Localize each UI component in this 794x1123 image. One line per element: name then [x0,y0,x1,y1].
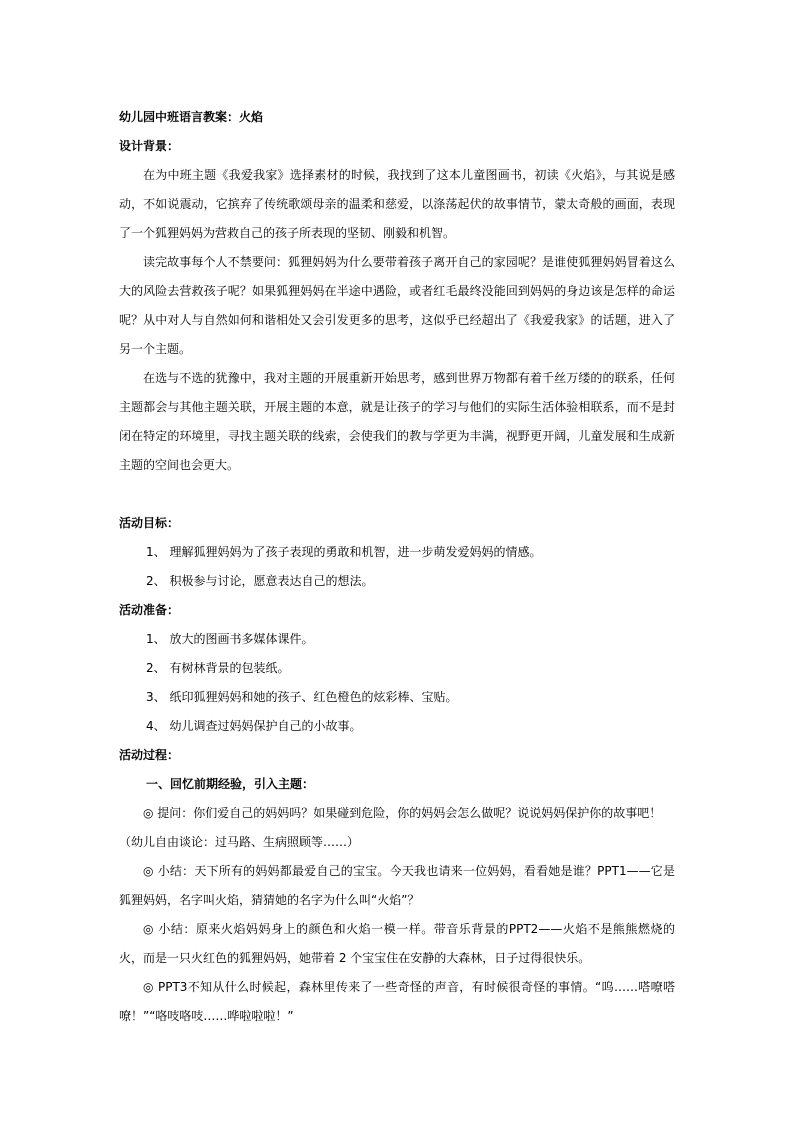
background-paragraph-2: 读完故事每个人不禁要问：狐狸妈妈为什么要带着孩子离开自己的家园呢？是谁使狐狸妈妈冒着这么大的风险去营救孩子呢？如果狐狸妈妈在半途中遇险，或者红毛最终没能回到妈妈的身边该是怎样的命运呢？从中对人与自然如何和谐相处又会引发更多的思考，这似乎已经超出了《我爱我家》的话题，进入了另一个主题。 [119,255,675,356]
prep-heading: 活动准备： [119,603,180,617]
document-body [119,103,675,1031]
goals-heading: 活动目标： [119,516,180,530]
prep-item-4: 4、 幼儿调查过妈妈保护自己的小故事。 [146,719,362,733]
process-paragraph-4: ◎ PPT3不知从什么时候起，森林里传来了一些奇怪的声音，有时候很奇怪的事情。“呜……嗒嘹嗒嘹！”“咯吱咯吱……哗啦啦啦！” [119,980,675,1023]
process-heading: 活动过程： [119,748,180,762]
goal-item-1: 1、 理解狐狸妈妈为了孩子表现的勇敢和机智，进一步萌发爱妈妈的情感。 [146,545,542,559]
prep-item-1: 1、 放大的图画书多媒体课件。 [146,632,314,646]
goal-item-2: 2、 积极参与讨论，愿意表达自己的想法。 [146,574,374,588]
background-heading: 设计背景： [119,139,180,153]
prep-item-3: 3、 纸印狐狸妈妈和她的孩子、红色橙色的炫彩棒、宝贴。 [146,690,458,704]
process-paragraph-2: ◎ 小结：天下所有的妈妈都最爱自己的宝宝。今天我也请来一位妈妈，看看她是谁？PPT1——它是狐狸妈妈，名字叫火焰，猜猜她的名字为什么叫“火焰”？ [119,864,675,907]
section-spacer [119,480,675,509]
background-paragraph-3: 在选与不选的犹豫中，我对主题的开展重新开始思考，感到世界万物都有着千丝万缕的的联系，任何主题都会与其他主题关联，开展主题的本意，就是让孩子的学习与他们的实际生活体验相联系，而不是封闭在特定的环境里，寻找主题关联的线索，会使我们的教与学更为丰满，视野更开阔，儿童发展和生成新主题的空间也会更大。 [119,371,675,472]
process-paragraph-1: ◎ 提问：你们爱自己的妈妈吗？如果碰到危险，你的妈妈会怎么做呢？说说妈妈保护你的故事吧！ [143,806,662,820]
background-paragraph-1: 在为中班主题《我爱我家》选择素材的时候，我找到了这本儿童图画书，初读《火焰》，与其说是感动，不如说震动，它摈弃了传统歌颂母亲的温柔和慈爱，以涤荡起伏的故事情节，蒙太奇般的画面，表现了一个狐狸妈妈为营救自己的孩子所表现的坚韧、刚毅和机智。 [119,168,675,240]
document-title: 幼儿园中班语言教案：火焰 [119,110,264,124]
process-step-1-heading: 一、回忆前期经验，引入主题： [146,777,315,791]
process-paragraph-3: ◎ 小结：原来火焰妈妈身上的颜色和火焰一模一样。带音乐背景的PPT2——火焰不是熊熊燃烧的火，而是一只火红色的狐狸妈妈，她带着 2 个宝宝住在安静的大森林，日子过得很快乐。 [119,922,675,965]
process-note: （幼儿自由谈论：过马路、生病照顾等……） [119,835,360,849]
prep-item-2: 2、 有树林背景的包装纸。 [146,661,290,675]
